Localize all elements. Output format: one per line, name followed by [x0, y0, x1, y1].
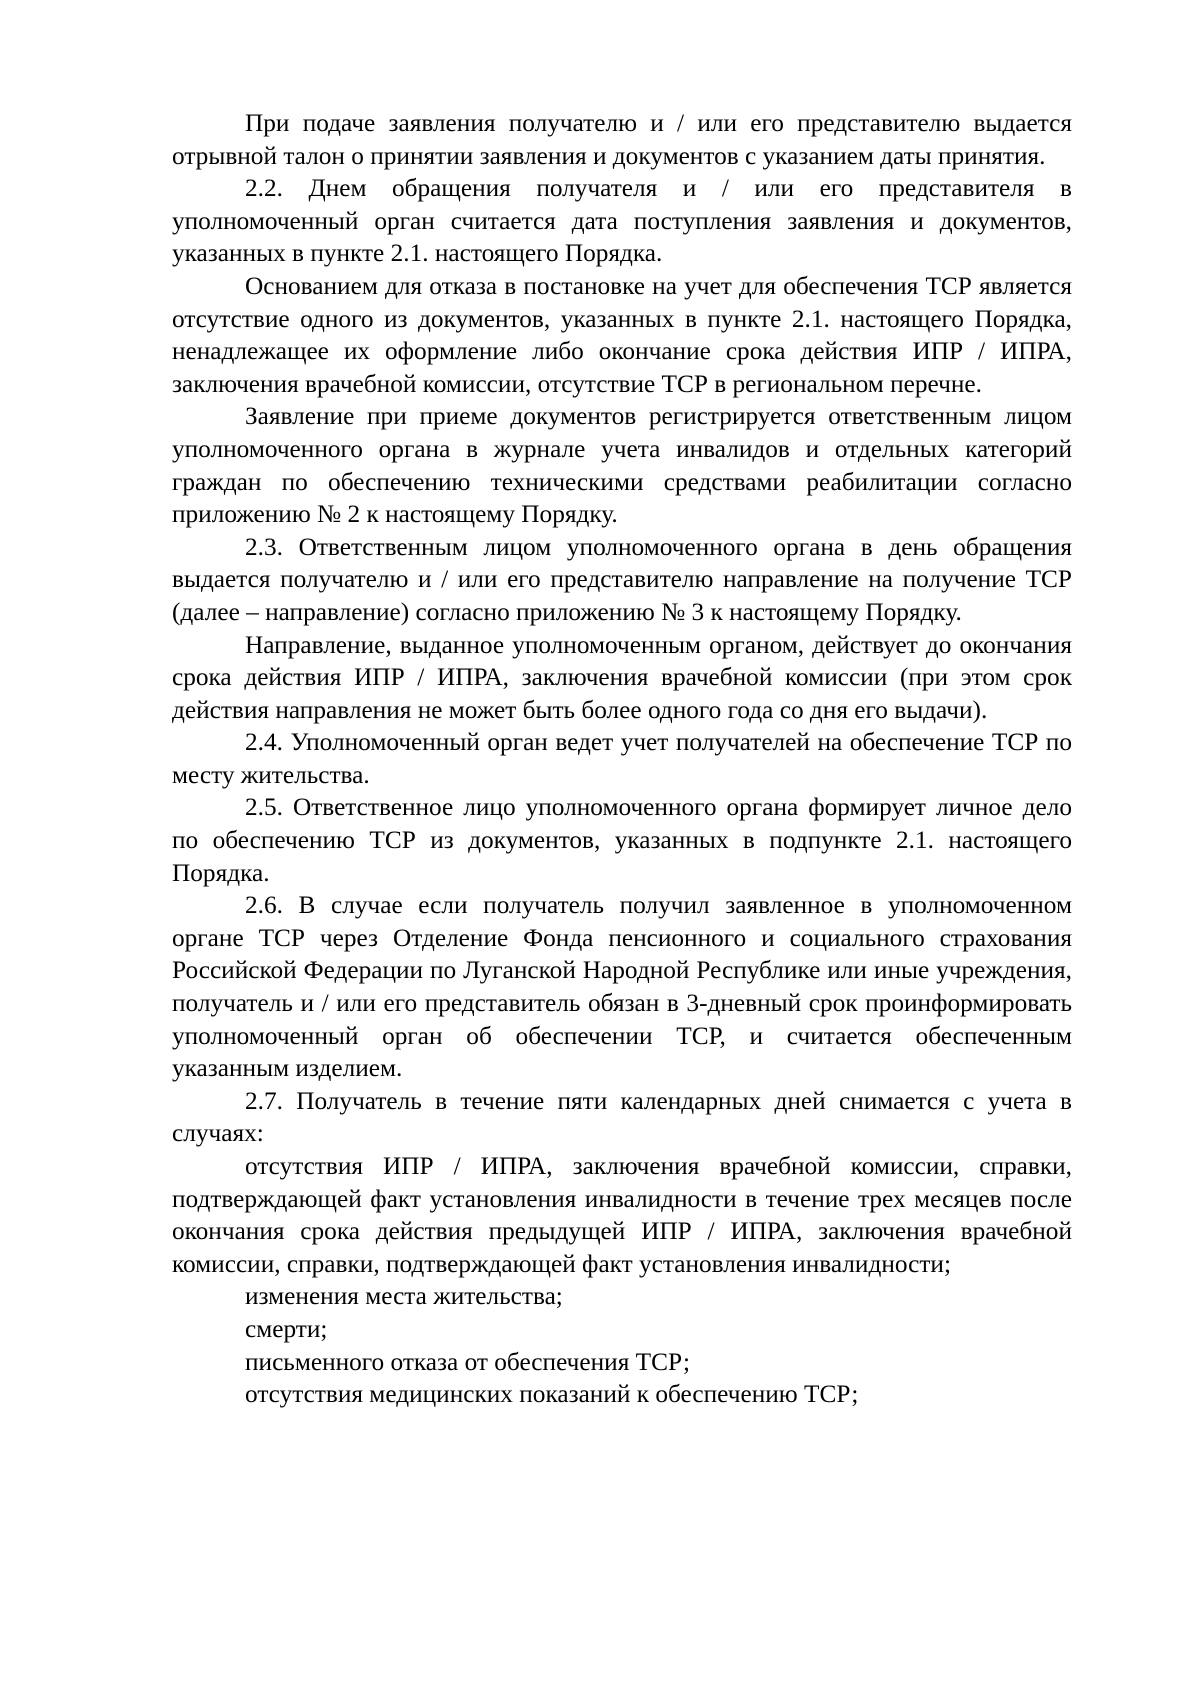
paragraph-2-2: 2.2. Днем обращения получателя и / или его представителя в уполномоченный орган считается дата поступления заявления и документов, указанных в пункте 2.1. настоящего Порядка.: [172, 174, 1072, 268]
paragraph-2-6: 2.6. В случае если получатель получил заявленное в уполномоченном органе ТСР через Отделение Фонда пенсионного и социального страхования Российской Федерации по Луганской Народной Республике или иные учреждения, получатель и / или его представитель обязан в 3-дневный срок проинформировать уполномоченный орган об обеспечении ТСР, и считается обеспеченным указанным изделием.: [172, 891, 1072, 1083]
paragraph-missing-documents: отсутствия ИПР / ИПРА, заключения врачебной комиссии, справки, подтверждающей факт установления инвалидности в течение трех месяцев после окончания срока действия предыдущей ИПР / ИПРА, заключения врачебной комиссии, справки, подтверждающей факт установления инвалидности;: [172, 1152, 1072, 1278]
list-item-written-refusal: письменного отказа от обеспечения ТСР;: [245, 1347, 691, 1376]
paragraph-2-5: 2.5. Ответственное лицо уполномоченного органа формирует личное дело по обеспечению ТСР из документов, указанных в подпункте 2.1. настоящего Порядка.: [172, 793, 1072, 887]
paragraph-2-4: 2.4. Уполномоченный орган ведет учет получателей на обеспечение ТСР по месту жительства.: [172, 728, 1072, 789]
paragraph-refusal-grounds: Основанием для отказа в постановке на учет для обеспечения ТСР является отсутствие одного из документов, указанных в пункте 2.1. настоящего Порядка, ненадлежащее их оформление либо окончание срока действия ИПР / ИПРА, заключения врачебной комиссии, отсутствие ТСР в региональном перечне.: [172, 271, 1072, 398]
paragraph-registration: Заявление при приеме документов регистрируется ответственным лицом уполномоченного органа в журнале учета инвалидов и отдельных категорий граждан по обеспечению техническими средствами реабилитации согласно приложению № 2 к настоящему Порядку.: [172, 402, 1072, 529]
document-page: [172, 107, 1072, 1411]
paragraph-2-3: 2.3. Ответственным лицом уполномоченного органа в день обращения выдается получателю и / или его представителю направление на получение ТСР (далее – направление) согласно приложению № 3 к настоящему Порядку.: [172, 532, 1072, 626]
paragraph-referral-validity: Направление, выданное уполномоченным органом, действует до окончания срока действия ИПР / ИПРА, заключения врачебной комиссии (при этом срок действия направления не может быть более одного года со дня его выдачи).: [172, 630, 1072, 724]
list-item-death: смерти;: [245, 1314, 328, 1343]
paragraph-tear-off-slip: При подаче заявления получателю и / или его представителю выдается отрывной талон о принятии заявления и документов с указанием даты принятия.: [172, 109, 1072, 170]
paragraph-2-7: 2.7. Получатель в течение пяти календарных дней снимается с учета в случаях:: [172, 1086, 1072, 1148]
list-item-residence-change: изменения места жительства;: [245, 1282, 563, 1311]
list-item-no-medical-indications: отсутствия медицинских показаний к обеспечению ТСР;: [245, 1380, 859, 1409]
